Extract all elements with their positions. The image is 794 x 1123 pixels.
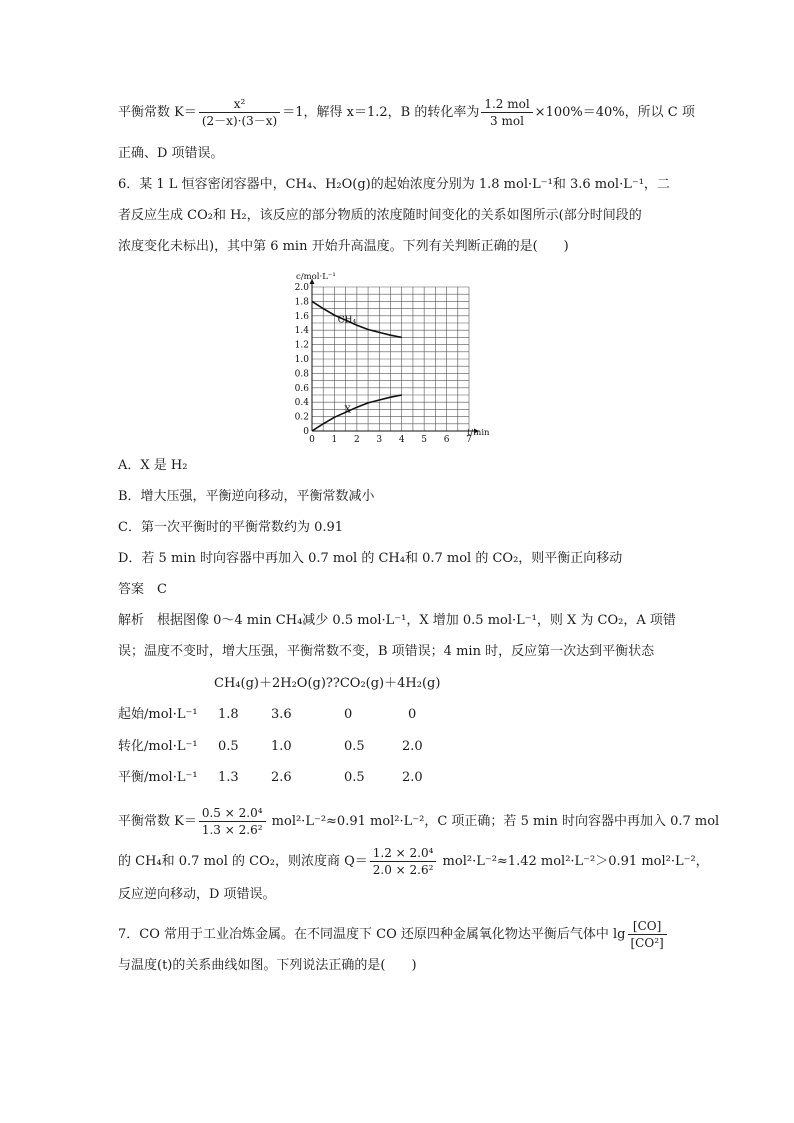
cell-co2: 0 [344, 707, 353, 722]
y-tick-label: 0.4 [294, 398, 309, 409]
cell-ch4: 1.8 [218, 707, 239, 722]
k-calc-fraction [199, 805, 266, 838]
k-calc-prefix: 平衡常数 K＝ [118, 814, 197, 829]
k-calc-denominator: 1.3 × 2.6² [201, 823, 263, 837]
x-tick-label: 4 [398, 435, 405, 442]
cell-co2: 0.5 [344, 739, 365, 754]
table-row [0, 705, 794, 725]
x-tick-label: 5 [421, 435, 428, 442]
row-label: 平衡/mol·L⁻¹ [118, 770, 198, 785]
q-calculation-line [118, 845, 709, 878]
y-tick-label: 0.6 [294, 383, 309, 394]
cell-ch4: 1.3 [218, 770, 239, 785]
k-numerator: x² [199, 96, 280, 113]
q7-stem-text: 7．CO 常用于工业冶炼金属。在不同温度下 CO 还原四种金属氧化物达平衡后气体中 lg [118, 927, 626, 942]
x-axis-label: t/min [467, 428, 490, 438]
series-label-x: X [344, 405, 351, 416]
k-calc-suffix: mol²·L⁻²≈0.91 mol²·L⁻²，C 项正确；若 5 min 时向容器中再加入 0.7 mol [267, 814, 720, 829]
prev-solution-line-2: 正确、D 项错误。 [118, 146, 224, 161]
row-label: 转化/mol·L⁻¹ [118, 739, 198, 754]
y-tick-label: 1.2 [294, 340, 309, 351]
q-calc-numerator: 1.2 × 2.0⁴ [370, 845, 437, 862]
table-row [0, 737, 794, 757]
cell-h2: 0 [408, 707, 417, 722]
q6-stem-line-2: 者反应生成 CO₂和 H₂，该反应的部分物质的浓度随时间变化的关系如图所示(部分时间段的 [118, 208, 642, 223]
x-tick-label: 1 [331, 435, 338, 442]
y-tick-label: 1.0 [294, 355, 309, 365]
y-tick-label: 0 [303, 427, 309, 437]
cell-co2: 0.5 [344, 770, 365, 785]
q6-analysis-line-2: 误；温度不变时，增大压强，平衡常数不变，B 项错误；4 min 时，反应第一次达到平衡状态 [118, 644, 655, 659]
cell-h2: 2.0 [402, 739, 423, 754]
q-calc-fraction [370, 845, 437, 878]
q6-stem-line-3: 浓度变化未标出)，其中第 6 min 开始升高温度。下列有关判断正确的是( ) [118, 239, 569, 254]
y-tick-label: 2.0 [294, 283, 309, 293]
cell-h2: 2.0 [402, 770, 423, 785]
q6-option-a: A．X 是 H₂ [118, 458, 188, 473]
y-axis-label: c/mol·L⁻¹ [296, 272, 336, 282]
x-tick-label: 7 [466, 435, 472, 442]
k-prefix: 平衡常数 K＝ [118, 105, 197, 120]
x-tick-label: 0 [309, 435, 315, 442]
q6-option-c: C．第一次平衡时的平衡常数约为 0.91 [118, 520, 344, 535]
series-label-ch4: CH₄ [337, 315, 357, 326]
q6-answer: 答案 C [118, 582, 167, 597]
y-tick-label: 0.2 [294, 412, 309, 423]
cell-ch4: 0.5 [218, 739, 239, 754]
ratio-fraction [481, 96, 532, 129]
y-tick-label: 1.8 [294, 297, 309, 308]
q7-stem-line-2: 与温度(t)的关系曲线如图。下列说法正确的是( ) [118, 958, 417, 973]
ratio-denominator: 3 mol [490, 114, 524, 128]
q6-option-b: B．增大压强，平衡逆向移动，平衡常数减小 [118, 489, 375, 504]
cell-h2o: 1.0 [271, 739, 292, 754]
q7-fraction [628, 918, 667, 951]
q7-denominator: [CO²] [630, 936, 664, 950]
q7-numerator: [CO] [628, 918, 667, 935]
q-calc-prefix: 的 CH₄和 0.7 mol 的 CO₂，则浓度商 Q＝ [118, 854, 368, 869]
k-mid-text: ＝1，解得 x＝1.2，B 的转化率为 [282, 105, 480, 120]
k-calc-numerator: 0.5 × 2.0⁴ [199, 805, 266, 822]
y-tick-label: 1.4 [294, 326, 309, 337]
q6-conclusion: 反应逆向移动，D 项错误。 [118, 887, 276, 902]
q6-analysis-line-1: 解析 根据图像 0～4 min CH₄减少 0.5 mol·L⁻¹，X 增加 0.5 mol·L⁻¹，则 X 为 CO₂，A 项错 [118, 613, 676, 628]
y-tick-label: 1.6 [294, 311, 309, 322]
q-calc-denominator: 2.0 × 2.6² [372, 863, 434, 877]
cell-h2o: 3.6 [271, 707, 292, 722]
ratio-suffix: ×100%＝40%，所以 C 项 [534, 105, 695, 120]
x-tick-label: 6 [443, 435, 450, 442]
y-tick-label: 0.8 [294, 369, 309, 380]
ratio-numerator: 1.2 mol [481, 96, 532, 113]
x-tick-label: 3 [376, 435, 383, 442]
k-calculation-line [118, 805, 719, 838]
k-fraction [199, 96, 280, 129]
q6-option-d: D．若 5 min 时向容器中再加入 0.7 mol 的 CH₄和 0.7 mol 的 CO₂，则平衡正向移动 [118, 551, 623, 566]
x-tick-label: 2 [353, 435, 360, 442]
q7-stem-line-1 [118, 918, 669, 951]
k-denominator: (2－x)·(3－x) [201, 114, 278, 128]
row-label: 起始/mol·L⁻¹ [118, 707, 198, 722]
q-calc-suffix: mol²·L⁻²≈1.42 mol²·L⁻²＞0.91 mol²·L⁻²， [438, 854, 709, 869]
table-row [0, 768, 794, 788]
prev-solution-line-1 [118, 96, 695, 129]
concentration-time-chart [282, 270, 512, 442]
q6-stem-line-1: 6．某 1 L 恒容密闭容器中，CH₄、H₂O(g)的起始浓度分别为 1.8 mol·L⁻¹和 3.6 mol·L⁻¹，二 [118, 177, 670, 192]
reaction-equation: CH₄(g)＋2H₂O(g)??CO₂(g)＋4H₂(g) [214, 676, 441, 691]
cell-h2o: 2.6 [271, 770, 292, 785]
